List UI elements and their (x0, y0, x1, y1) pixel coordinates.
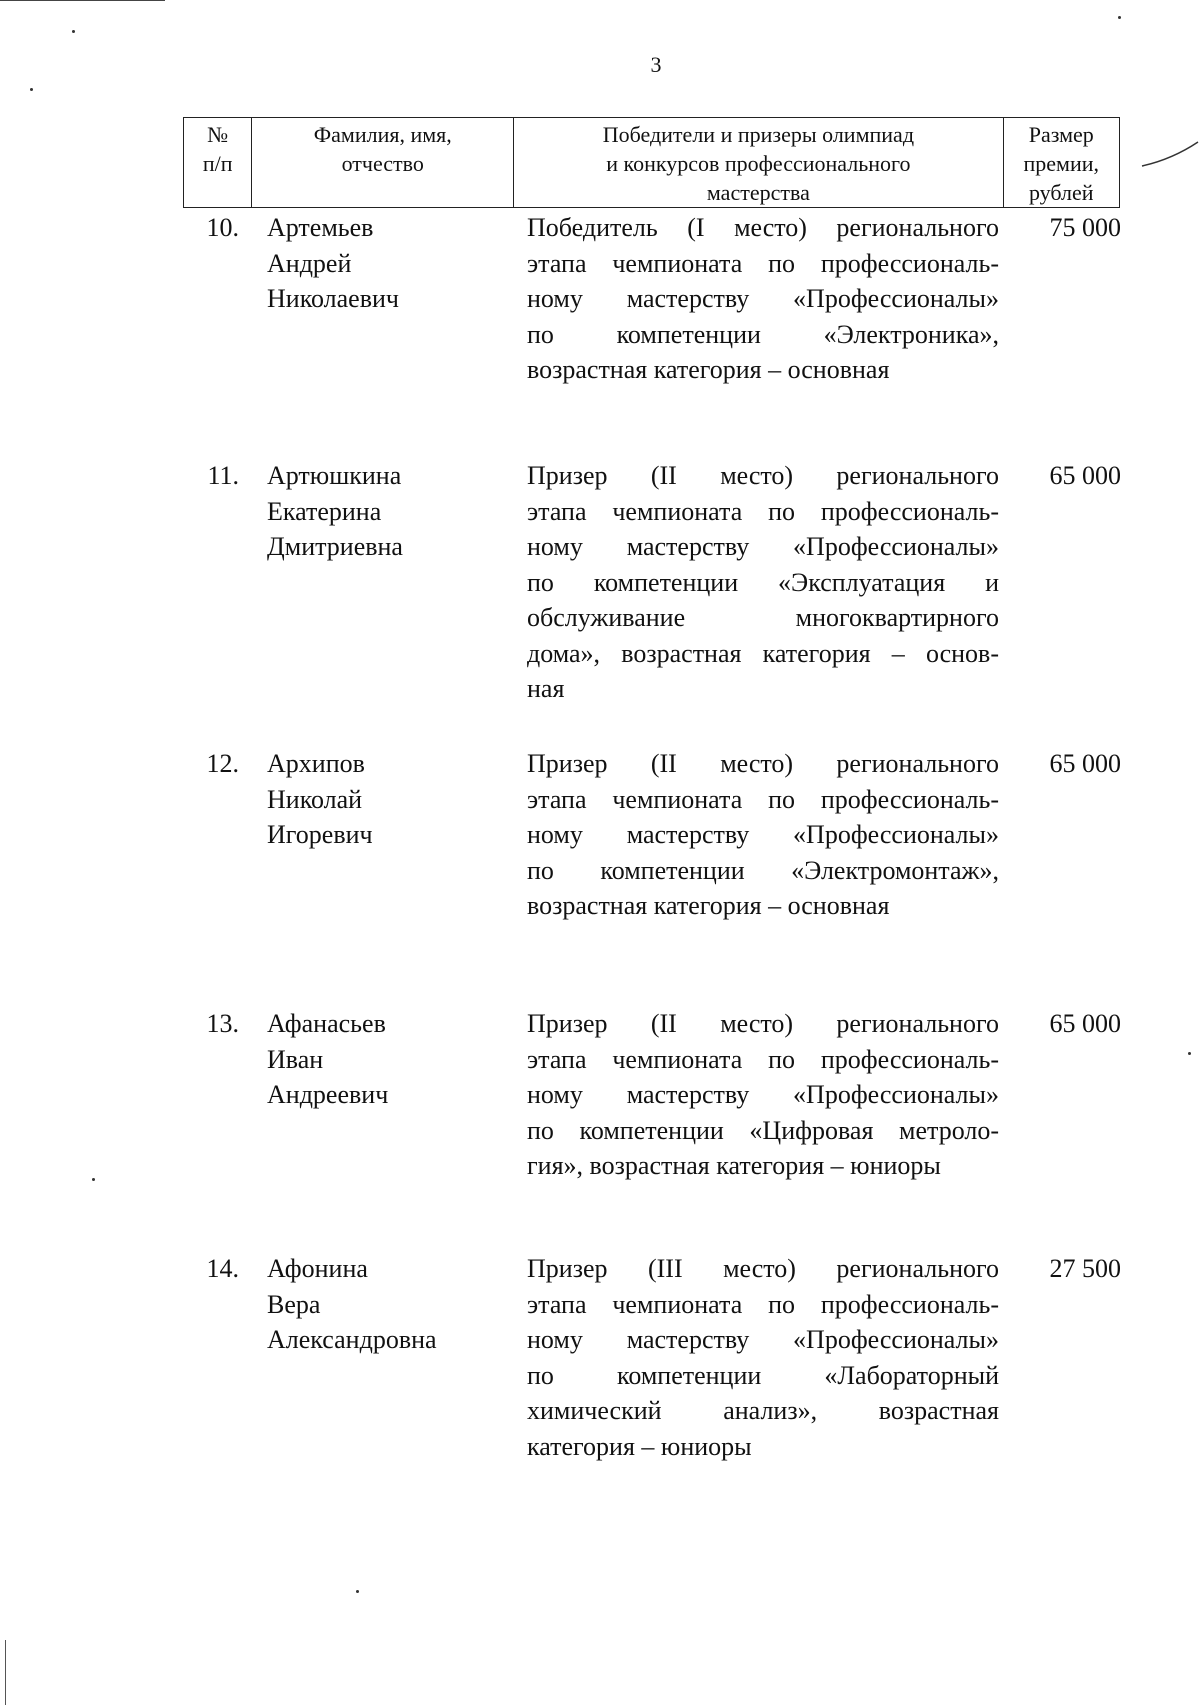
row-prize-amount: 65 000 (1049, 1009, 1121, 1038)
page-number: 3 (650, 52, 662, 77)
row-number: 11. (207, 461, 239, 490)
patronymic: Николаевич (267, 284, 399, 313)
row-prize-amount: 65 000 (1049, 461, 1121, 490)
surname: Архипов (267, 749, 365, 778)
row-number: 10. (206, 213, 239, 242)
first-name: Вера (267, 1289, 321, 1319)
header-prize: Размер премии, рублей (1003, 118, 1119, 208)
row-prize-amount: 27 500 (1049, 1254, 1121, 1283)
table-header (183, 117, 1120, 208)
row-number: 13. (206, 1009, 239, 1038)
scan-speck (92, 1178, 95, 1181)
header-num: № п/п (184, 118, 252, 208)
row-full-name (267, 1251, 497, 1358)
first-name: Екатерина (267, 496, 382, 526)
scan-edge-line-bottom (5, 1640, 6, 1705)
row-achievement: Победитель (I место) регионального этапа чемпионата по профессиональ- ному мастерству «Профессионалы» по компетенции «Электроника», возрастная категория – основная (527, 213, 999, 384)
patronymic: Андреевич (267, 1080, 389, 1109)
scan-edge-line (0, 0, 165, 1)
row-full-name (267, 746, 497, 853)
row-full-name (267, 210, 497, 317)
surname: Артюшкина (267, 461, 402, 490)
patronymic: Игоревич (267, 820, 373, 849)
row-achievement: Призер (II место) регионального этапа чемпионата по профессиональ- ному мастерству «Профессионалы» по компетенции «Электромонтаж», возрастная категория – основная (527, 749, 999, 920)
row-full-name (267, 1006, 497, 1113)
surname: Артемьев (267, 213, 374, 242)
header-description: Победители и призеры олимпиад и конкурсов профессионального мастерства (514, 118, 1003, 208)
patronymic: Дмитриевна (267, 532, 403, 561)
row-prize-amount: 65 000 (1049, 749, 1121, 778)
row-achievement: Призер (II место) регионального этапа чемпионата по профессиональ- ному мастерству «Профессионалы» по компетенции «Цифровая метроло- гия», возрастная категория – юниоры (527, 1009, 999, 1180)
row-number: 12. (206, 749, 239, 778)
first-name: Андрей (267, 248, 352, 278)
scan-speck (72, 30, 75, 33)
row-full-name (267, 458, 497, 565)
pen-mark (1140, 140, 1200, 170)
scan-speck (30, 88, 33, 91)
first-name: Николай (267, 784, 363, 814)
scan-speck (356, 1590, 359, 1593)
surname: Афонина (267, 1254, 368, 1283)
patronymic: Александровна (267, 1325, 437, 1354)
row-prize-amount: 75 000 (1049, 213, 1121, 242)
row-achievement: Призер (II место) регионального этапа чемпионата по профессиональ- ному мастерству «Профессионалы» по компетенции «Эксплуатация и обслуживание многоквартирного дома», возрастная категория – основ- ная (527, 461, 999, 703)
scan-speck (1188, 1052, 1191, 1055)
surname: Афанасьев (267, 1009, 386, 1038)
first-name: Иван (267, 1044, 324, 1074)
header-name: Фамилия, имя, отчество (252, 118, 514, 208)
row-achievement: Призер (III место) регионального этапа чемпионата по профессиональ- ному мастерству «Профессионалы» по компетенции «Лабораторный химический анализ», возрастная категория – юниоры (527, 1254, 999, 1461)
row-number: 14. (206, 1254, 239, 1283)
scan-speck (1118, 16, 1121, 19)
